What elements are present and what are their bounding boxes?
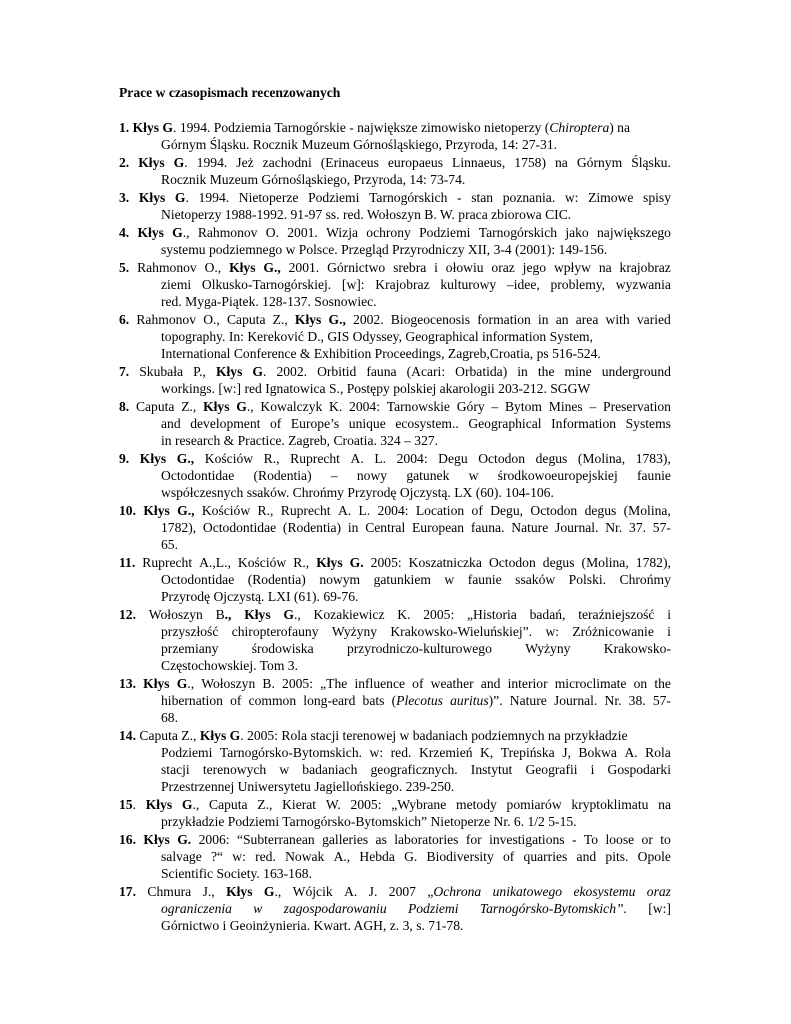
publication-entry xyxy=(119,224,671,258)
publication-entry xyxy=(119,119,671,153)
publication-entry xyxy=(119,398,671,449)
publication-entry xyxy=(119,831,671,882)
entry-first-line: 6. Rahmonov O., Caputa Z., Kłys G., 2002. Biogeocenosis formation in an area with varied xyxy=(119,312,671,327)
entry-continuation-line: 65. xyxy=(161,537,178,552)
entry-continuation-line: Octodontidae (Rodentia) nowym gatunkiem w faunie ssaków Polski. Chrońmy xyxy=(161,572,671,587)
publication-entry xyxy=(119,883,671,934)
entry-continuation-line: ziemi Olkusko-Tarnogórskiej. [w]: Krajobraz kulturowy –idee, problemy, wyzwania xyxy=(161,277,671,292)
entry-continuation-line: International Conference & Exhibition Proceedings, Zagreb,Croatia, ps 516-524. xyxy=(161,346,601,361)
publication-entry xyxy=(119,796,671,830)
entry-first-line: 15. Kłys G., Caputa Z., Kierat W. 2005: „Wybrane metody pomiarów kryptoklimatu na xyxy=(119,797,671,812)
publication-entry xyxy=(119,606,671,674)
entry-first-line: 7. Skubała P., Kłys G. 2002. Orbitid fauna (Acari: Orbatida) in the mine underground xyxy=(119,364,671,379)
entry-continuation-line: salvage ?“ w: red. Nowak A., Hebda G. Biodiversity of quarries and pits. Opole xyxy=(161,849,671,864)
entry-first-line: 4. Kłys G., Rahmonov O. 2001. Wizja ochrony Podziemi Tarnogórskich jako największego xyxy=(119,225,671,240)
entry-continuation-line: red. Myga-Piątek. 128-137. Sosnowiec. xyxy=(161,294,377,309)
entry-continuation-line: Częstochowskiej. Tom 3. xyxy=(161,658,298,673)
publication-entry xyxy=(119,675,671,726)
entry-continuation-line: Nietoperzy 1988-1992. 91-97 ss. red. Wołoszyn B. W. praca zbiorowa CIC. xyxy=(161,207,572,222)
publication-entry xyxy=(119,311,671,362)
entry-continuation-line: hibernation of common long-eard bats (Plecotus auritus)”. Nature Journal. Nr. 38. 57- xyxy=(161,693,671,708)
entry-continuation-line: 68. xyxy=(161,710,178,725)
publication-entry xyxy=(119,727,671,795)
entry-continuation-line: Przyrodę Ojczystą. LXI (61). 69-76. xyxy=(161,589,359,604)
entry-continuation-line: and development of Europe’s unique ecosystem.. Geographical Information Systems xyxy=(161,416,671,431)
publication-list xyxy=(119,119,671,935)
entry-continuation-line: Podziemi Tarnogórsko-Bytomskich. w: red. Krzemień K, Trepińska J, Bokwa A. Rola xyxy=(161,745,671,760)
entry-continuation-line: Rocznik Muzeum Górnośląskiego, Przyroda, 14: 73-74. xyxy=(161,172,466,187)
publication-entry xyxy=(119,189,671,223)
entry-continuation-line: topography. In: Kereković D., GIS Odyssey, Geographical information System, xyxy=(161,329,594,344)
entry-first-line: 1. Kłys G. 1994. Podziemia Tarnogórskie - największe zimowisko nietoperzy (Chiroptera) na xyxy=(119,120,631,135)
entry-continuation-line: ograniczenia w zagospodarowaniu Podziemi Tarnogórsko-Bytomskich”. [w:] xyxy=(161,901,671,916)
entry-continuation-line: przyszłość chiropterofauny Wyżyny Krakowsko-Wieluńskiej”. w: Zróżnicowanie i xyxy=(161,624,671,639)
entry-first-line: 16. Kłys G. 2006: “Subterranean galleries as laboratories for investigations - To loose or to xyxy=(119,832,671,847)
entry-continuation-line: Górnictwo i Geoinżynieria. Kwart. AGH, z. 3, s. 71-78. xyxy=(161,918,464,933)
publication-entry xyxy=(119,502,671,553)
entry-first-line: 5. Rahmonov O., Kłys G., 2001. Górnictwo srebra i ołowiu oraz jego wpływ na krajobraz xyxy=(119,260,671,275)
entry-continuation-line: systemu podziemnego w Polsce. Przegląd Przyrodniczy XII, 3-4 (2001): 149-156. xyxy=(161,242,608,257)
entry-continuation-line: Górnym Śląsku. Rocznik Muzeum Górnośląskiego, Przyroda, 14: 27-31. xyxy=(161,137,558,152)
entry-continuation-line: workings. [w:] red Ignatowica S., Postępy polskiej akarologii 203-212. SGGW xyxy=(161,381,591,396)
entry-continuation-line: 1782), Octodontidae (Rodentia) in Central European fauna. Nature Journal. Nr. 37. 57- xyxy=(161,520,671,535)
entry-first-line: 17. Chmura J., Kłys G., Wójcik A. J. 2007 „Ochrona unikatowego ekosystemu oraz xyxy=(119,884,671,899)
entry-first-line: 2. Kłys G. 1994. Jeż zachodni (Erinaceus europaeus Linnaeus, 1758) na Górnym Śląsku. xyxy=(119,155,671,170)
entry-first-line: 10. Kłys G., Kościów R., Ruprecht A. L. 2004: Location of Degu, Octodon degus (Molina, xyxy=(119,503,671,518)
entry-first-line: 3. Kłys G. 1994. Nietoperze Podziemi Tarnogórskich - stan poznania. w: Zimowe spisy xyxy=(119,190,671,205)
entry-first-line: 11. Ruprecht A.,L., Kościów R., Kłys G. 2005: Koszatniczka Octodon degus (Molina, 1782), xyxy=(119,555,671,570)
entry-continuation-line: przykładzie Podziemi Tarnogórsko-Bytomskich” Nietoperze Nr. 6. 1/2 5-15. xyxy=(161,814,577,829)
entry-first-line: 12. Wołoszyn B., Kłys G., Kozakiewicz K. 2005: „Historia badań, teraźniejszość i xyxy=(119,607,671,622)
publication-entry xyxy=(119,450,671,501)
entry-continuation-line: in research & Practice. Zagreb, Croatia. 324 – 327. xyxy=(161,433,439,448)
section-heading: Prace w czasopismach recenzowanych xyxy=(119,85,341,100)
publication-entry xyxy=(119,554,671,605)
entry-first-line: 13. Kłys G., Wołoszyn B. 2005: „The influence of weather and interior microclimate on the xyxy=(119,676,671,691)
publication-entry xyxy=(119,259,671,310)
entry-continuation-line: Octodontidae (Rodentia) – nowy gatunek w środkowoeuropejskiej faunie xyxy=(161,468,671,483)
publication-entry xyxy=(119,154,671,188)
publication-entry xyxy=(119,363,671,397)
entry-continuation-line: Scientific Society. 163-168. xyxy=(161,866,312,881)
entry-first-line: 9. Kłys G., Kościów R., Ruprecht A. L. 2004: Degu Octodon degus (Molina, 1783), xyxy=(119,451,671,466)
entry-continuation-line: Przestrzennej Uniwersytetu Jagiellońskiego. 239-250. xyxy=(161,779,455,794)
entry-continuation-line: współczesnych ssaków. Chrońmy Przyrodę Ojczystą. LX (60). 104-106. xyxy=(161,485,554,500)
entry-first-line: 8. Caputa Z., Kłys G., Kowalczyk K. 2004: Tarnowskie Góry – Bytom Mines – Preservation xyxy=(119,399,671,414)
entry-continuation-line: przemiany środowiska przyrodniczo-kulturowego Wyżyny Krakowsko- xyxy=(161,641,671,656)
entry-continuation-line: stacji terenowych w badaniach geograficznych. Instytut Geografii i Gospodarki xyxy=(161,762,671,777)
entry-first-line: 14. Caputa Z., Kłys G. 2005: Rola stacji terenowej w badaniach podziemnych na przykładzie xyxy=(119,728,628,743)
